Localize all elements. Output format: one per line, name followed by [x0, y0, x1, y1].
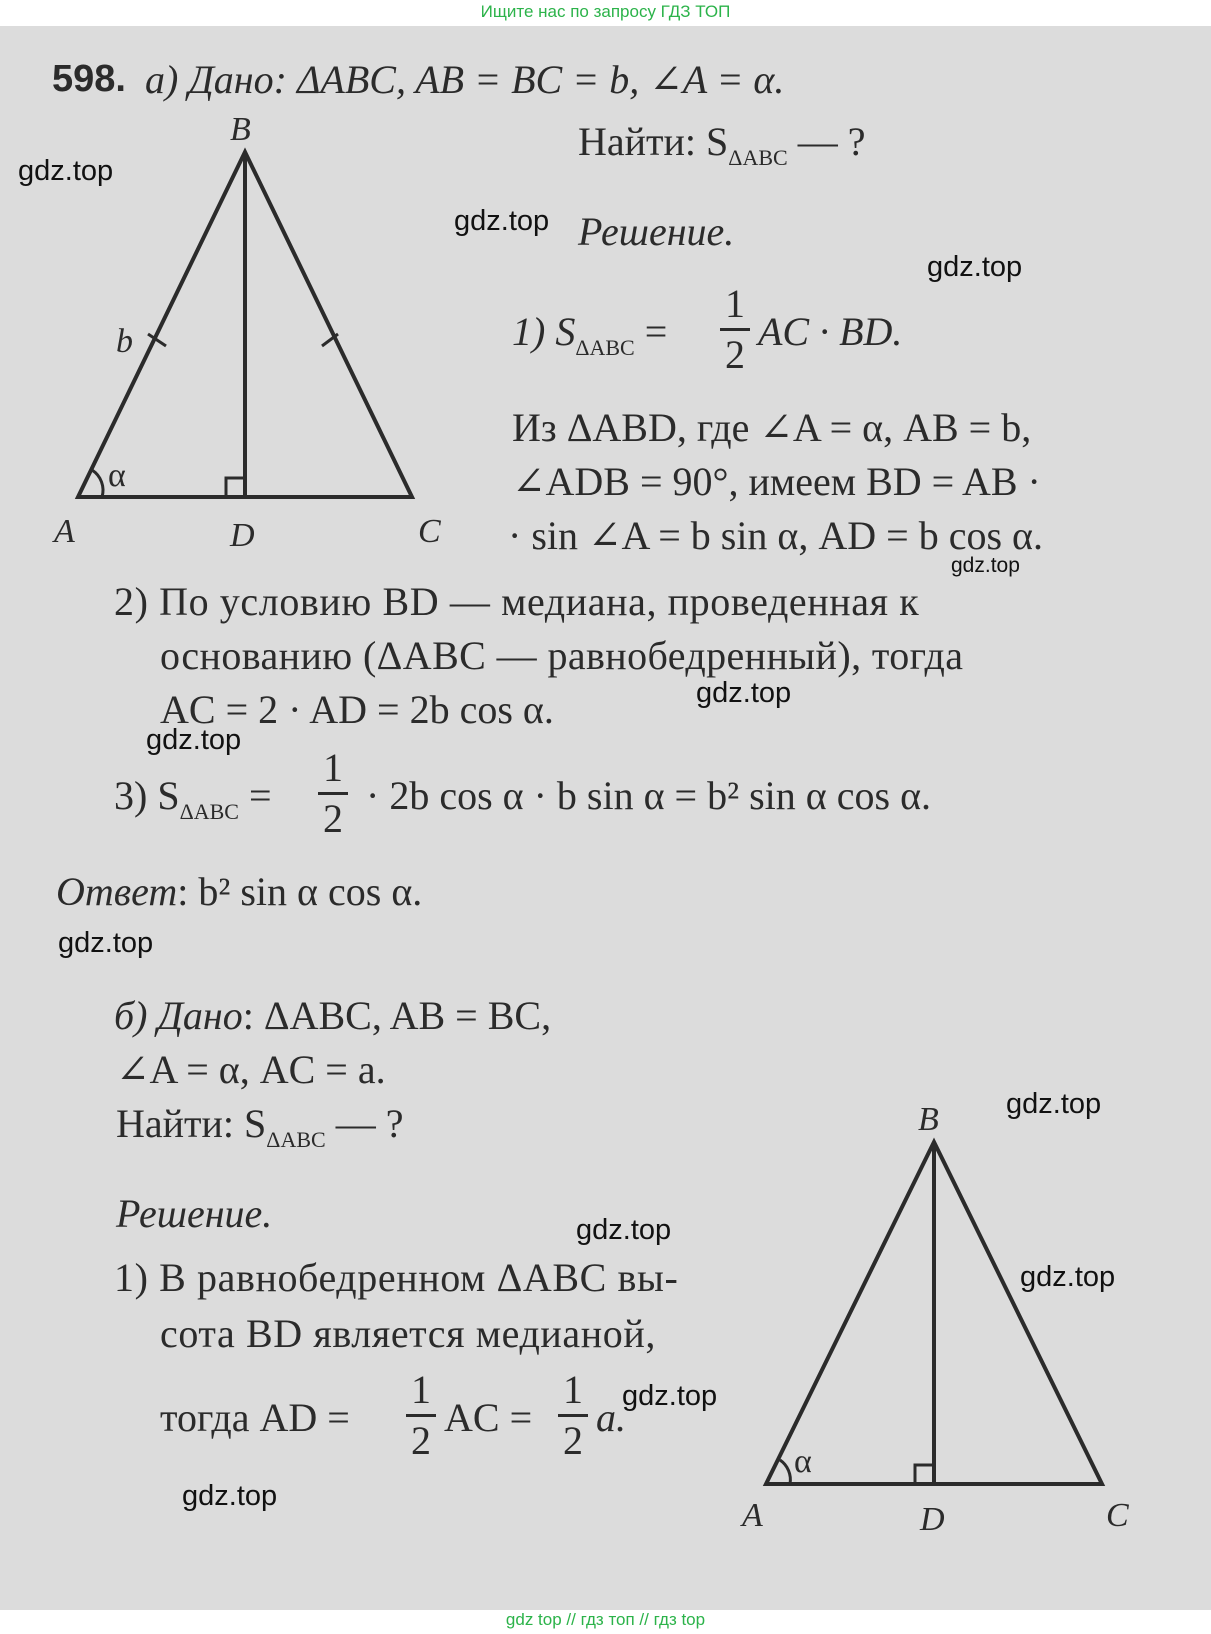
- step3-sub: ΔABC: [179, 799, 239, 824]
- part-a-step3: [114, 773, 272, 824]
- b-den2: 2: [563, 1418, 583, 1463]
- part-b-step1-b: сота BD является медианой,: [160, 1311, 656, 1356]
- find-sub: ΔABC: [728, 145, 788, 170]
- part-a-step2-a: 2) По условию BD — медиана, проведенная к: [114, 579, 920, 624]
- find-b-label: Найти: S: [116, 1101, 267, 1146]
- watermark: gdz.top: [146, 724, 242, 756]
- fig-a-label-b: B: [230, 111, 251, 148]
- top-banner[interactable]: Ищите нас по запросу ГДЗ ТОП: [480, 2, 731, 21]
- textbook-page: [0, 26, 1211, 1610]
- step1-num: 1: [725, 281, 745, 326]
- part-b-frac1: [406, 1367, 436, 1463]
- step1-den: 2: [725, 332, 745, 377]
- part-a-answer: [56, 869, 423, 914]
- find-label: Найти: S: [578, 119, 729, 164]
- b-num2: 1: [563, 1367, 583, 1412]
- fig-b-label-d: D: [920, 1501, 945, 1538]
- step1-tail: AC · BD.: [758, 309, 903, 354]
- b-num1: 1: [411, 1367, 431, 1412]
- fig-b-label-a: A: [742, 1497, 763, 1534]
- given-label: а) Дано: [145, 57, 274, 102]
- problem-number: 598.: [52, 58, 126, 100]
- step3-num: 1: [323, 745, 343, 790]
- given-b-text: : ΔABC, AB = BC,: [242, 993, 552, 1038]
- given-b-label: б) Дано: [114, 993, 243, 1038]
- watermark: gdz.top: [18, 155, 114, 187]
- find-b-tail: — ?: [325, 1101, 404, 1146]
- part-b-given: [114, 993, 552, 1038]
- fig-b-label-c: C: [1106, 1497, 1129, 1534]
- watermark: gdz.top: [58, 927, 154, 959]
- part-b-solution-heading: Решение.: [116, 1191, 273, 1236]
- step1-eq: =: [634, 309, 668, 354]
- step1-s: 1) S: [512, 309, 576, 354]
- fig-a-label-a: A: [54, 513, 75, 550]
- watermark: gdz.top: [622, 1380, 718, 1412]
- step3-tail: · 2b cos α · b sin α = b² sin α cos α.: [366, 773, 932, 818]
- watermark: gdz.top: [454, 205, 550, 237]
- fig-a-label-d: D: [230, 517, 255, 554]
- watermark: gdz.top: [576, 1214, 672, 1246]
- part-b-mid: AC =: [444, 1395, 533, 1440]
- find-tail: — ?: [787, 119, 866, 164]
- step3-s: 3) S: [114, 773, 180, 818]
- step3-den: 2: [323, 796, 343, 841]
- part-a-step2-b: основанию (ΔABC — равнобедренный), тогда: [160, 633, 964, 678]
- part-a-line-a: Из ΔABD, где ∠A = α, AB = b,: [512, 405, 1032, 450]
- footer-links[interactable]: gdz top // гдз топ // гдз top: [505, 1610, 706, 1629]
- watermark: gdz.top: [696, 677, 792, 709]
- part-b-tail: a.: [596, 1395, 626, 1440]
- given-text: : ΔABC, AB = BC = b, ∠A = α.: [273, 57, 785, 102]
- part-b-frac2: [558, 1367, 588, 1463]
- answer-text: : b² sin α cos α.: [177, 869, 423, 914]
- part-b-step1-a: 1) В равнобедренном ΔABC вы-: [114, 1255, 679, 1300]
- find-b-sub: ΔABC: [266, 1127, 326, 1152]
- part-a-line-b: ∠ADB = 90°, имеем BD = AB ·: [512, 459, 1041, 504]
- fig-b-label-b: B: [918, 1102, 939, 1138]
- part-a-find: [578, 119, 866, 170]
- part-b-find: [116, 1101, 404, 1152]
- watermark: gdz.top: [1006, 1088, 1102, 1120]
- part-a-given: [145, 57, 785, 102]
- watermark: gdz.top: [927, 251, 1023, 283]
- part-b-step1-c: тогда AD =: [160, 1395, 350, 1440]
- part-a-step1: [512, 309, 668, 360]
- triangle-figure-b: [730, 1102, 1150, 1542]
- step3-fraction: [318, 745, 348, 841]
- part-a-line-c: · sin ∠A = b sin α, AD = b cos α.: [508, 513, 1043, 558]
- fig-a-label-side-b: b: [116, 323, 133, 360]
- fig-a-label-alpha: α: [108, 457, 126, 494]
- part-a-step2-c: AC = 2 · AD = 2b cos α.: [160, 687, 554, 732]
- fig-a-label-c: C: [418, 513, 441, 550]
- step1-sub: ΔABC: [575, 335, 635, 360]
- b-den1: 2: [411, 1418, 431, 1463]
- part-a-solution-heading: Решение.: [578, 209, 735, 254]
- answer-label: Ответ: [56, 869, 178, 914]
- part-b-given2: ∠A = α, AC = a.: [116, 1047, 386, 1092]
- watermark: gdz.top: [1020, 1261, 1116, 1293]
- watermark: gdz.top: [182, 1480, 278, 1512]
- fig-b-label-alpha: α: [794, 1443, 812, 1480]
- step3-eq: =: [238, 773, 272, 818]
- step1-fraction: [720, 281, 750, 377]
- watermark: gdz.top: [951, 554, 1020, 577]
